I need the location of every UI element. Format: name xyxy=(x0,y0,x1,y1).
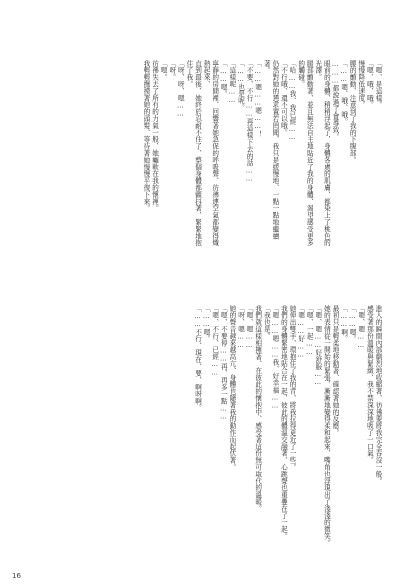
text-line: 「呀、嗯…… xyxy=(236,305,245,350)
text-line: 「嗯……好…… xyxy=(296,305,305,359)
text-line: 「嗯。 xyxy=(159,60,168,81)
text-line: 「嗯、不行、已經…… xyxy=(210,305,219,377)
text-line: 仍然對她的懇求置若罔聞，我只是緩慢地、一點一點地繼續著。 xyxy=(262,60,279,240)
text-line: 眼前的身體、稍稍浮起了，身體各處的肌膚、都染上了桃色的光澤。 xyxy=(313,60,331,247)
text-line: 「……嗯。 xyxy=(219,60,228,98)
text-line: 「哈……我、我已經…… xyxy=(288,60,297,142)
text-line: 最初只是輕柔地移動著、確認著她的反應。 xyxy=(331,305,340,437)
text-line: 「嗯、哦、哦。 xyxy=(365,60,374,109)
text-line: 「……嗯……嗯……！ xyxy=(253,60,262,138)
text-line: 她的聲音越來越高亢、身體也隨著我的動作而起伏著。 xyxy=(227,305,236,471)
text-line: 「……啊。 xyxy=(339,305,348,343)
text-line: 「嗯、嗯…… xyxy=(245,305,254,350)
text-line: 「嗯、不要停……再、再多一點…… xyxy=(219,305,228,421)
text-line: 「這樣呢…… xyxy=(227,60,236,105)
text-line: ………都說過了會導致。 xyxy=(331,60,340,141)
text-line: 彷彿失去了所有的力氣一般、她癱軟在我的懷裡。 xyxy=(150,60,159,212)
text-line: 進入的瞬間內部劇烈地收縮著、彷彿要將我完全吞沒一般。 xyxy=(374,305,382,485)
text-line: 腿部顫動著、並且無法自主地貼近了我的身體、渴望感受更多的觸碰。 xyxy=(296,60,314,247)
text-line: 「……也是呢。 xyxy=(236,60,245,112)
text-line: 「……嗯。 xyxy=(202,305,211,343)
text-line: 直到最後、她終於忍耐不住了、整個身體都顫抖著、緊緊地抱住了我。 xyxy=(184,60,202,247)
text-line: 「呀。 xyxy=(167,60,176,81)
text-line: 「……嗯、哦、哦。 xyxy=(339,60,348,125)
text-line: 「嗯……嗯……我、好幸福…… xyxy=(270,305,279,410)
text-line: 她的表情從一開始的緊張、漸漸地變得柔和起來、嘴角也浮現出了淺淺的微笑。 xyxy=(322,305,331,547)
text-line: 「嗯、是這樣。 xyxy=(374,60,382,109)
text-line: 「不要、不行……再這樣下去的話…… xyxy=(245,60,254,183)
page-number: 16 xyxy=(12,572,21,580)
text-line: 感受著那份溫暖與緊緻、我不禁深深地吸了一口氣。 xyxy=(365,305,374,464)
text-line: 「嗯、嗯……好舒服…… xyxy=(313,305,322,387)
text-line: 我輕輕撫摸著她的頭髮、等待著她慢慢平復下來。 xyxy=(141,60,150,212)
text-line: 「呀、呀、嗯…… xyxy=(176,60,185,118)
text-line: 「嗯、嗯…… xyxy=(356,305,365,350)
text-line: 我們的身體緊密地貼合在一起、彼此的體溫交融著、心跳聲也重疊在了一起。 xyxy=(279,305,288,540)
text-line: 「我也是。 xyxy=(262,305,271,340)
text-line: 我們就這樣相擁著、在彼此的懷抱中、感受著這份無可取代的溫暖。 xyxy=(253,305,262,512)
text-line: 「不行哦、還不可以哦。 xyxy=(279,60,288,136)
text-line: 「……不行、現在、要、啊呀啊。 xyxy=(193,305,202,412)
text-line: 寧靜的房間裡、回響著她急促的呼吸聲、彷彿連空氣都變得熾熱起來、 xyxy=(202,60,219,247)
text-line: 慢慢降低速度， xyxy=(356,60,365,109)
text-line: 「……嗯。 xyxy=(348,305,357,343)
text-block-bottom xyxy=(193,305,382,565)
text-block-top xyxy=(141,60,382,250)
text-line: 她伸出雙手、環抱住了我的背、將我拉得更近了一些。 xyxy=(288,305,297,471)
text-line: 腰的顫動、注意到了我的下腹部。 xyxy=(348,60,357,164)
text-line: 「嗯、一起…… xyxy=(305,305,314,357)
